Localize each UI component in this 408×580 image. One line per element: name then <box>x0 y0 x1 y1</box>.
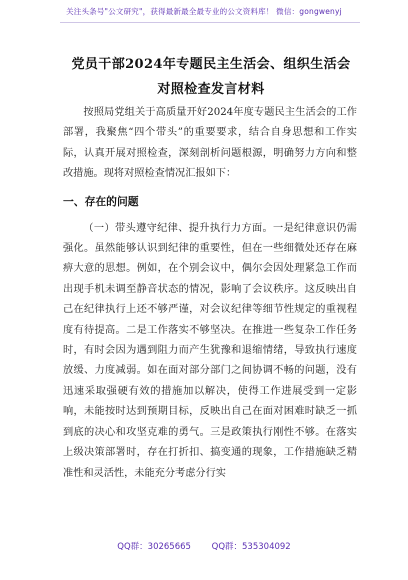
section-paragraph: （一）带头遵守纪律、提升执行力方面。一是纪律意识仍需强化。虽然能够认识到纪律的重要性，但在一些细微处还存在麻痹大意的思想。例如，在个别会议中，偶尔会因处理紧急工作而出现手机未调至静音状态的情况，影响了会议秩序。这反映出自己在纪律执行上还不够严谨，对会议纪律等细节性规定的重视程度有待提高。二是工作落实不够坚决。在推进一些复杂工作任务时，有时会因为遇到阻力而产生犹豫和退缩情绪，导致执行速度放缓、力度减弱。如在面对部分部门之间协调不畅的问题，没有迅速采取强硬有效的措施加以解决，使得工作进展受到一定影响，未能按时达到预期目标，反映出自己在面对困难时缺乏一抓到底的决心和攻坚克难的勇气。三是政策执行刚性不够。在落实上级决策部署时，存在打折扣、搞变通的现象，工作措施缺乏精准性和灵活性，未能充分考虑分行实 <box>63 222 357 479</box>
header-banner: 关注头条号"公文研究"，获得最新最全最专业的公文资料库！ 微信：gongwenyj <box>66 7 342 16</box>
footer-contact: QQ群：30265665 QQ群：535304092 <box>117 542 291 552</box>
header-divider <box>60 22 360 23</box>
document-title: 党员干部2024年专题民主生活会、组织生活会对照检查发言材料 <box>71 57 351 97</box>
section-heading: 一、存在的问题 <box>63 194 139 208</box>
intro-paragraph: 按照局党组关于高质量开好2024年度专题民主生活会的工作部署，我聚焦“四个带头”的重要要求，结合自身思想和工作实际，认真开展对照检查，深刻剖析问题根源，明确努力方向和整改措施。现将对照检查情况汇报如下： <box>63 107 357 180</box>
document-body <box>63 103 357 484</box>
